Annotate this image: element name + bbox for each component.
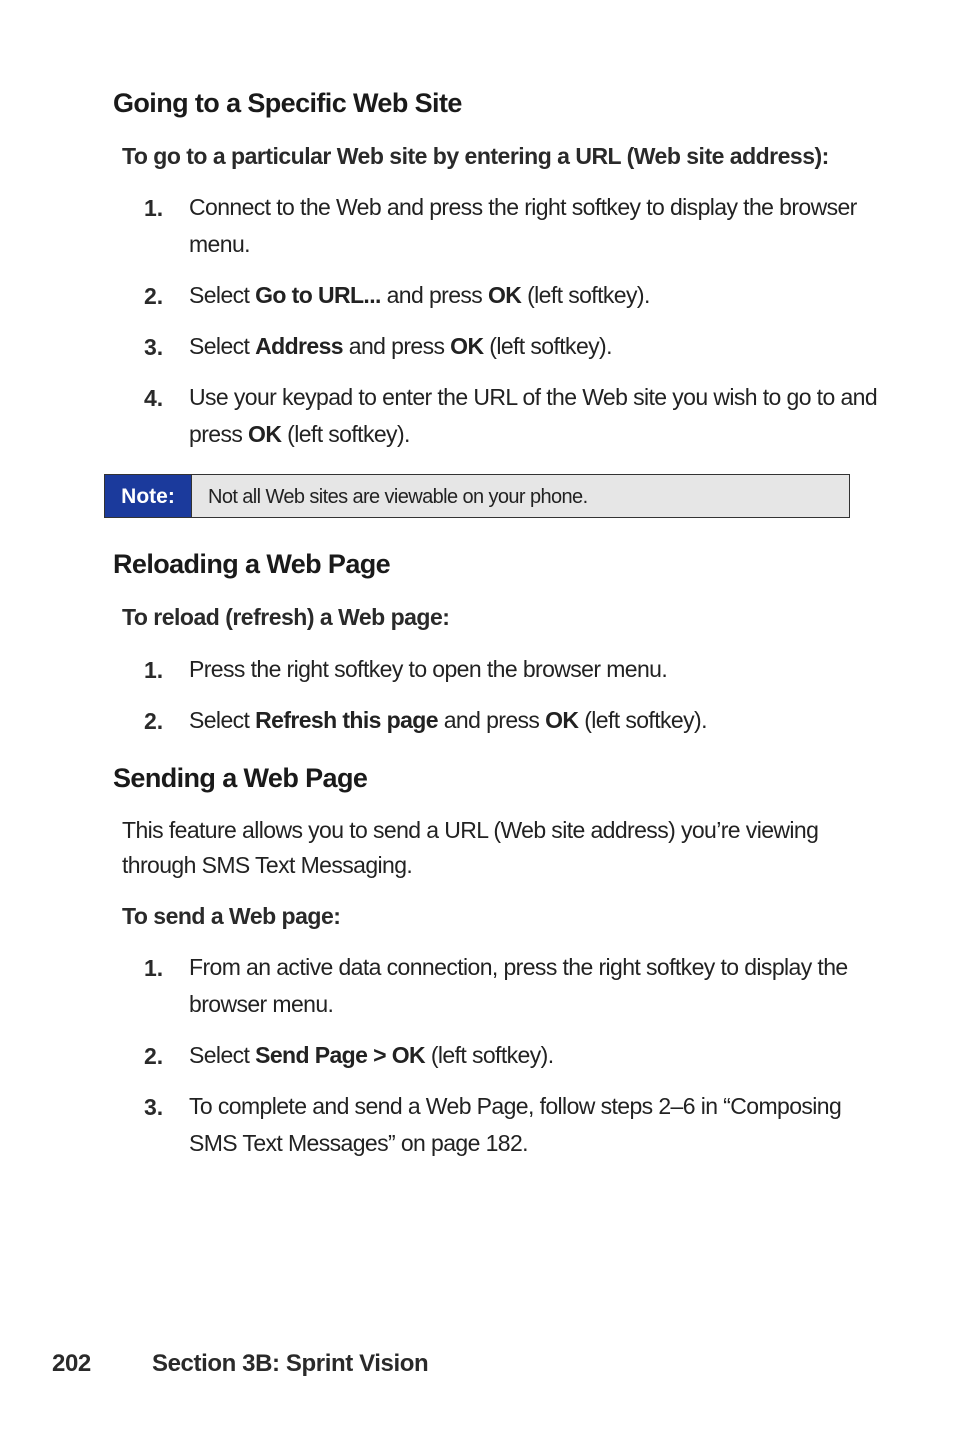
step-number: 1. <box>144 195 164 221</box>
emphasized-term: OK <box>487 282 522 308</box>
page-number: 202 <box>52 1350 91 1377</box>
step-text-part: (left softkey). <box>578 707 707 733</box>
step-text <box>189 702 879 739</box>
step-number: 2. <box>144 1043 164 1069</box>
step-text <box>189 277 879 314</box>
step-number: 3. <box>144 334 164 360</box>
section-heading-specific-web-site: Going to a Specific Web Site <box>113 88 462 118</box>
step-number: 2. <box>144 708 164 734</box>
step-text-part: Press the right softkey to open the browser menu. <box>189 656 668 682</box>
emphasized-term: Go to URL... <box>255 282 381 308</box>
step-text-part: To complete and send a Web Page, follow steps 2–6 in “Composing SMS Text Messages” on page 182. <box>189 1093 842 1156</box>
step-text-part: Select <box>189 282 256 308</box>
step-text <box>189 1037 879 1074</box>
step-text-part: Select <box>189 1042 256 1068</box>
step-number: 4. <box>144 385 164 411</box>
step-text <box>189 189 879 263</box>
emphasized-term: Address <box>255 333 343 359</box>
step-text-part: From an active data connection, press the right softkey to display the browser menu. <box>189 954 848 1017</box>
step-text-part: Use your keypad to enter the URL of the Web site you wish to go to and press <box>189 384 878 447</box>
step-text-part: Connect to the Web and press the right softkey to display the browser menu. <box>189 194 857 257</box>
step-text-part: and press <box>437 707 546 733</box>
procedure-intro: To go to a particular Web site by entering a URL (Web site address): <box>122 143 829 169</box>
step-text-part: (left softkey). <box>281 421 410 447</box>
step-text <box>189 328 879 365</box>
step-text-part: (left softkey). <box>425 1042 554 1068</box>
step-text-part: (left softkey). <box>521 282 650 308</box>
footer-section-title: Section 3B: Sprint Vision <box>152 1350 429 1377</box>
step-number: 3. <box>144 1094 164 1120</box>
step-text-part: Select <box>189 333 256 359</box>
step-text-part: Select <box>189 707 256 733</box>
step-text <box>189 651 879 688</box>
note-text: Not all Web sites are viewable on your phone. <box>208 486 588 508</box>
step-text <box>189 1088 879 1162</box>
step-number: 2. <box>144 283 164 309</box>
step-text-part: (left softkey). <box>483 333 612 359</box>
section-heading-sending: Sending a Web Page <box>113 763 368 793</box>
step-number: 1. <box>144 955 164 981</box>
emphasized-term: OK <box>450 333 484 359</box>
note-label: Note: <box>105 475 192 517</box>
section-description: This feature allows you to send a URL (Web site address) you’re viewing through SMS Text Messaging. <box>122 817 819 878</box>
note-box <box>104 474 850 518</box>
section-heading-reloading: Reloading a Web Page <box>113 549 391 579</box>
emphasized-term: OK <box>545 707 579 733</box>
step-number: 1. <box>144 657 164 683</box>
step-text <box>189 379 879 453</box>
emphasized-term: Send Page > OK <box>255 1042 426 1068</box>
emphasized-term: OK <box>248 421 282 447</box>
step-text-part: and press <box>380 282 488 308</box>
procedure-intro: To send a Web page: <box>122 903 341 929</box>
step-text-part: and press <box>342 333 451 359</box>
emphasized-term: Refresh this page <box>255 707 438 733</box>
step-text <box>189 949 879 1023</box>
procedure-intro: To reload (refresh) a Web page: <box>122 604 450 630</box>
